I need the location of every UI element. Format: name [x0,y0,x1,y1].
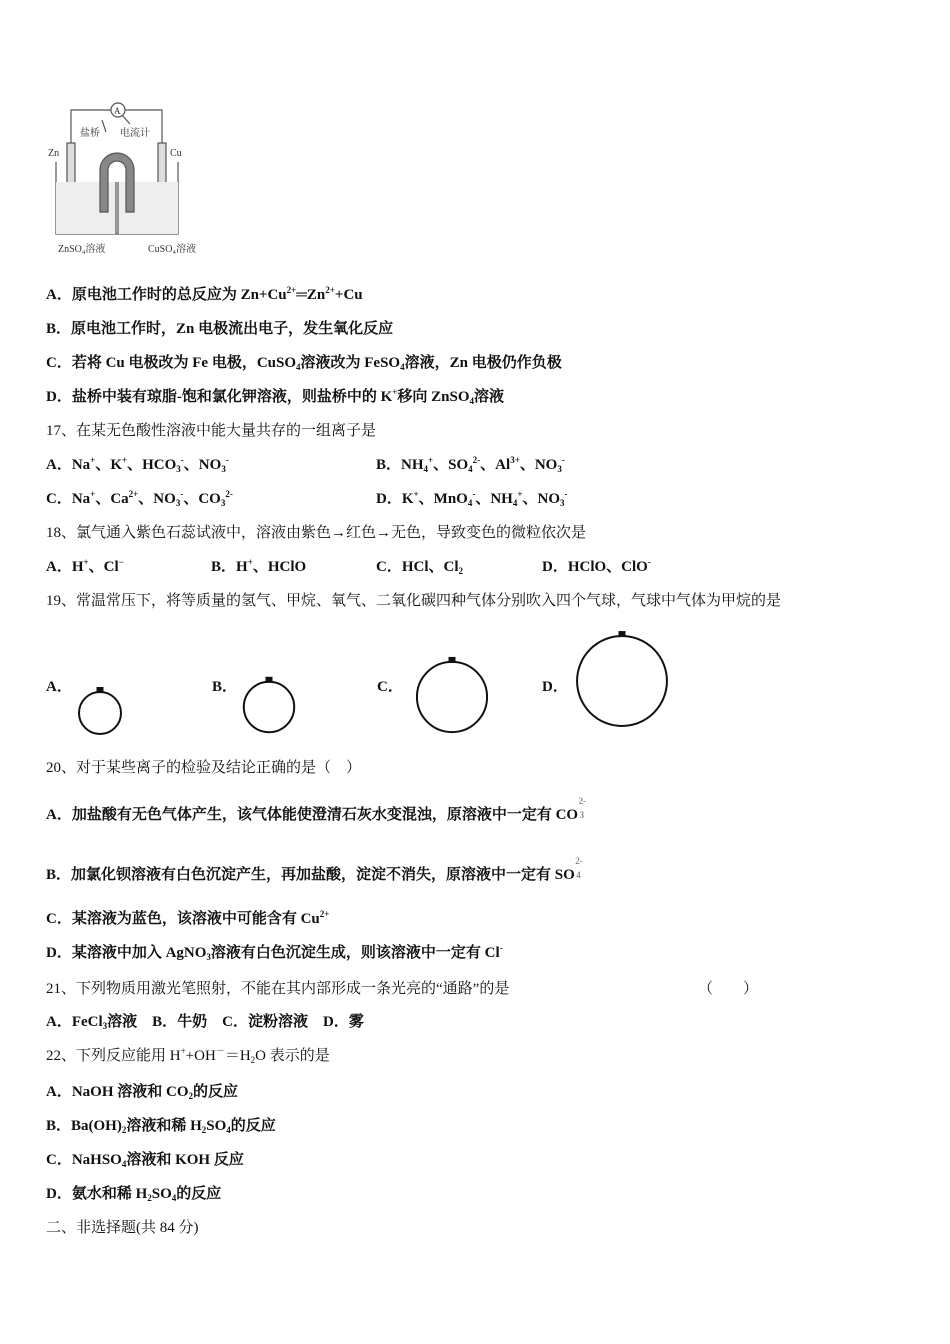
text-segment: 22、下列反应能用 H [46,1048,181,1064]
znso4-solution-label: ZnSO₄溶液 [58,244,106,255]
text-segment: ＝H [224,1048,251,1064]
text-segment: B．NH [376,457,424,473]
supscript-text: + [90,455,96,465]
supscript-text: + [90,489,96,499]
q22-a-line [46,1082,238,1102]
subscript-text: 3 [175,498,181,508]
ammeter-label: A [114,106,121,116]
subscript-text: 2 [147,1193,152,1203]
balloon-circle [417,662,487,732]
text-segment: 、NO [522,491,560,507]
subscript-text: 4 [512,498,518,508]
option [46,489,233,509]
subscript-text: 3 [176,464,181,474]
subscript-text: 3 [557,464,562,474]
text-segment: B．H [211,559,248,575]
supscript-text: - [564,489,568,499]
text-segment: A．原电池工作时的总反应为 Zn+Cu [46,287,287,303]
text-segment: 17、在某无色酸性溶液中能大量共存的一组离子是 [46,423,377,439]
q22-d-line [46,1184,221,1204]
q17-ab-line [46,455,906,475]
text-segment: 、Ca [95,491,129,507]
text-segment: A．Na [46,457,91,473]
subscript-number: 4 [576,870,581,880]
q20-d-line [46,943,503,963]
text-segment: 的反应 [230,1118,276,1134]
text-segment: 、SO [433,457,469,473]
q20-c-line [46,909,329,929]
subscript-text: 2 [250,1055,256,1065]
supscript-text: 2- [472,455,481,465]
text-segment: 、NH [475,491,513,507]
option [376,455,565,475]
charge-superscript: 2- [575,856,583,866]
subscript-text: 3 [560,498,565,508]
q22-c-line [46,1150,244,1170]
option [46,455,229,475]
text-segment: D．某溶液中加入 AgNO [46,945,207,961]
supscript-text: - [180,455,184,465]
balloon-option-label: B． [212,679,238,695]
text-segment: 溶液 [474,389,505,405]
q21-opts-line [46,1012,364,1032]
text-segment: D．氨水和稀 H [46,1186,148,1202]
text-segment: 的反应 [193,1084,239,1100]
q17-cd-line [46,489,906,509]
q16-d-line [46,387,504,407]
salt-bridge-label: 盐桥 [80,128,100,139]
text-segment: D．盐桥中装有琼脂-饱和氯化钾溶液，则盐桥中的 K [46,389,393,405]
text-segment: ═Zn [296,287,326,303]
supscript-text: - [499,943,503,953]
text-segment: 二、非选择题(共 84 分) [46,1220,199,1236]
section-2-line [46,1218,199,1238]
q16-b-line [46,319,393,339]
q16-a-line [46,285,363,305]
subscript-text: 4 [423,464,429,474]
q18-opts-line [46,557,906,577]
subscript-text: 4 [467,498,473,508]
text-segment: +OH [185,1048,216,1064]
q22-line [46,1046,330,1066]
subscript-text: 2 [121,1125,127,1135]
supscript-text: 2+ [325,285,335,295]
text-segment: D．K [376,491,414,507]
q19-line [46,591,781,611]
text-segment: 、HClO [252,559,307,575]
text-segment: +Cu [334,287,363,303]
text-segment: SO [151,1186,172,1202]
supscript-text: + [392,387,398,397]
text-segment: C．Na [46,491,91,507]
q18-line [46,523,586,543]
text-segment: 20、对于某些离子的检验及结论正确的是（ ） [46,760,362,776]
balloon-circle [79,692,121,734]
text-segment: 溶液 B．牛奶 C．淀粉溶液 D．雾 [107,1014,364,1030]
balloon-circle [577,636,667,726]
balloon-circle [244,682,294,732]
text-segment: 溶液，Zn 电极仍作负极 [404,355,562,371]
text-segment: A．FeCl [46,1014,103,1030]
galvanic-cell-diagram [44,100,214,260]
supscript-text: － [215,1046,225,1056]
text-segment: 、Cl [88,559,119,575]
balloon-knot [97,687,104,693]
supscript-text: 2- [225,489,233,499]
supscript-text: - [647,557,651,567]
subscript-text: 3 [220,498,226,508]
supscript-text: - [225,455,229,465]
balloon-option-label: A． [46,679,72,695]
supscript-text: + [413,489,419,499]
text-segment: C．若将 Cu 电极改为 Fe 电极，CuSO [46,355,297,371]
balloon-knot [619,631,626,637]
subscript-text: 2 [201,1125,207,1135]
text-segment: 21、下列物质用激光笔照射，不能在其内部形成一条光亮的“通路”的是 [46,981,510,997]
option [542,557,651,577]
text-segment: D．HClO、ClO [542,559,648,575]
text-segment: 、MnO [418,491,468,507]
charge-superscript: 2- [578,796,587,806]
supscript-text: 2+ [128,489,139,499]
q16-c-line [46,353,562,373]
text-segment: 18、氯气通入紫色石蕊试液中，溶液由紫色→红色→无色，导致变色的微粒依次是 [46,525,587,541]
q20-b-line [46,856,583,885]
subscript-text: 3 [221,464,226,474]
supscript-text: + [428,455,434,465]
supscript-text: + [83,557,89,567]
text-segment: A．H [46,559,84,575]
text-segment: 19、常温常压下，将等质量的氢气、甲烷、氧气、二氧化碳四种气体分别吹入四个气球，气球中气体为甲烷的是 [46,593,782,609]
supscript-text: 2+ [319,909,330,919]
subscript-text: 4 [469,396,474,406]
text-segment: C．NaHSO [46,1152,122,1168]
text-segment: 、NO [138,491,176,507]
answer-bracket: （ ） [698,981,759,997]
text-segment: C．某溶液为蓝色，该溶液中可能含有 Cu [46,911,320,927]
supscript-text: + [121,455,128,465]
text-segment: 溶液改为 FeSO [300,355,401,371]
q17-line [46,421,376,441]
balloon-knot [449,657,456,663]
supscript-text: 3+ [510,455,520,465]
text-segment: B．Ba(OH) [46,1118,122,1134]
subscript-text: 4 [468,464,473,474]
balloon-option-label: C． [377,679,403,695]
supscript-text: − [118,557,124,567]
text-segment: C．HCl、Cl [376,559,459,575]
text-segment: 溶液和 KOH 反应 [126,1152,244,1168]
subscript-text: 2 [188,1091,194,1101]
cu-electrode-label: Cu [170,148,182,159]
balloon-knot [266,677,273,683]
cuso4-solution-label: CuSO₄溶液 [148,244,196,255]
subscript-text: 4 [226,1125,231,1135]
subscript-text: 4 [171,1193,177,1203]
subscript-text: 3 [102,1021,108,1031]
supscript-text: 2+ [286,285,297,295]
option [376,489,568,509]
text-segment: 、HCO [127,457,177,473]
supscript-text: + [180,1046,186,1056]
q20-line [46,758,361,778]
supscript-text: + [247,557,253,567]
subscript-text: 2 [458,566,464,576]
galvanometer-label: 电流计 [120,128,150,139]
q21-line [46,979,759,999]
option [376,557,463,577]
text-segment: SO [206,1118,227,1134]
text-segment: 、NO [519,457,558,473]
q20-a-line [46,796,587,825]
text-segment: 、NO [183,457,222,473]
option [46,557,124,577]
q22-b-line [46,1116,276,1136]
text-segment: 、CO [183,491,221,507]
zn-electrode-label: Zn [48,148,60,159]
text-segment: 、K [95,457,122,473]
text-segment: 溶液有白色沉淀生成，则该溶液中一定有 Cl [210,945,500,961]
subscript-text: 4 [296,362,301,372]
supscript-text: - [472,489,476,499]
text-segment: 、Al [480,457,511,473]
subscript-text: 4 [121,1159,127,1169]
supscript-text: - [180,489,184,499]
subscript-number: 3 [579,810,585,820]
supscript-text: + [517,489,523,499]
supscript-text: - [561,455,565,465]
text-segment: O 表示的是 [255,1048,330,1064]
text-segment: B．原电池工作时，Zn 电极流出电子，发生氧化反应 [46,321,394,337]
text-segment: B．加氯化钡溶液有白色沉淀产生，再加盐酸，淀淀不消失，原溶液中一定有 SO [46,867,575,883]
text-segment: 的反应 [176,1186,222,1202]
subscript-text: 3 [206,952,211,962]
text-segment: A．NaOH 溶液和 CO [46,1084,189,1100]
balloon-option-label: D． [542,679,568,695]
subscript-text: 4 [400,362,405,372]
text-segment: 移向 ZnSO [397,389,470,405]
text-segment: 溶液和稀 H [126,1118,202,1134]
option [211,557,306,577]
text-segment: A．加盐酸有无色气体产生，该气体能使澄清石灰水变混浊，原溶液中一定有 CO [46,807,579,823]
